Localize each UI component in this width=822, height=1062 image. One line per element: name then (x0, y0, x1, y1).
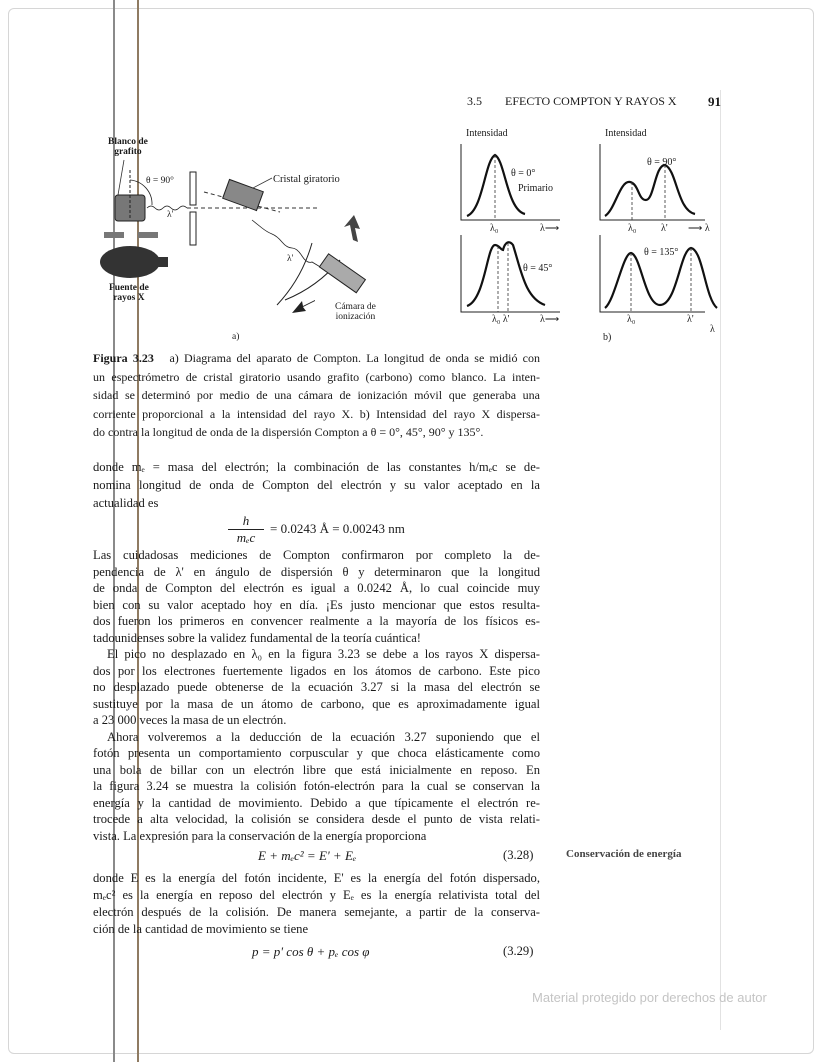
x-axis-label: λ (710, 324, 715, 335)
x-axis-label: λ⟶ (540, 314, 560, 325)
curve-0deg (467, 155, 525, 216)
paragraph: donde E es la energía del fotón incidente, E' es la energía del fotón dispersado, mₑc² es la energía en reposo del electrón y Eₑ es la energía relativista total del electrón después de la colisión. De manera semejante, a partir de la conserva- ción de la cantidad de movimiento se tiene (93, 871, 540, 936)
x-axis-label: ⟶ λ (688, 223, 710, 234)
figure-caption: Figura 3.23 a) Diagrama del aparato de Compton. La longitud de onda se midió con un espectrómetro de cristal giratorio usando grafito (carbono) como blanco. La inten- sidad se determinó por medio de una cámara de ionización móvil que generaba una corriente proporcional a la intensidad del rayo X. b) Intensidad del rayo X dispersa- do contra la longitud de onda de la dispersión Compton a θ = 0°, 45°, 90° y 135°. (93, 351, 541, 439)
plot-angle-label: θ = 45° (523, 263, 553, 274)
curve-45deg (467, 242, 545, 306)
caption-label: Figura 3.23 (93, 351, 154, 365)
y-axis-label: Intensidad (466, 128, 508, 139)
target-label: Blanco de grafito (108, 137, 148, 157)
paragraph: donde mₑ = masa del electrón; la combinación de las constantes h/mₑc se de- nomina longitud de onda de Compton del electrón y su valor aceptado en la actualidad es (93, 460, 540, 510)
arrow-down-icon (292, 300, 315, 313)
chamber-label: Cámara de ionización (335, 302, 376, 322)
margin-note: Conservación de energía (566, 848, 682, 860)
curve-90deg (605, 165, 695, 216)
plot-axes (600, 144, 705, 220)
tick-lambda0: λ₀ (490, 223, 499, 234)
header-section: 3.5 (467, 94, 482, 108)
rotating-crystal-icon (223, 179, 264, 210)
tick-lambda0: λ₀ (627, 314, 636, 325)
lambda-prime-label: λ' (287, 254, 294, 264)
page-number: 91 (708, 94, 721, 109)
scatter-angle-label: θ = 90° (146, 176, 174, 186)
plot-angle-label: θ = 90° (647, 157, 677, 168)
equation-number: (3.29) (503, 944, 534, 958)
intensity-plots (455, 140, 745, 330)
y-axis-label: Intensidad (605, 128, 647, 139)
paragraph: Las cuidadosas mediciones de Compton confirmaron por completo la de- pendencia de λ' en ángulo de dispersión θ y determinaron que la longitud de onda de Compton del electrón es igual a 0.0242 Å, lo cual coincide muy bien con su valor aceptado hoy en día. ¡Es justo mencionar que estos resulta- dos fueron los primeros en convencer realmente a la mayoría de los físicos es- tadounidenses sobre la validez fundamental de la teoría cuántica! El pico no desplazado en λ₀ en la figura 3.23 se debe a los rayos X dispersa- dos por los electrones fuertemente ligados en los átomos de carbono. Este pico no desplazado puede obtenerse de la ecuación 3.27 si la masa del electrón se sustituye por la masa de un átomo de carbono, que es aproximadamente igual a 23 000 veces la masa de un electrón. Ahora volveremos a la deducción de la ecuación 3.27 suponiendo que el fotón presenta un comportamiento corpuscular y que choca elásticamente como una bola de billar con un electrón libre que está inicialmente en reposo. En la figura 3.24 se muestra la colisión fotón-electrón para la cual se conservan la energía y la cantidad de movimiento. Debido a que típicamente el electrón re- trocede a alta velocidad, la colisión se considera desde el punto de vista relati- vista. La expresión para la conservación de la energía proporciona (93, 548, 540, 843)
x-axis-label: λ⟶ (540, 223, 560, 234)
arrow-up-icon (344, 215, 360, 242)
momentum-conservation-equation: p = p' cos θ + pₑ cos φ (252, 944, 370, 959)
tick-lambda0-lambda-prime: λ₀ λ' (492, 314, 510, 325)
tick-lambda-prime: λ' (661, 223, 668, 234)
crystal-label: Cristal giratorio (273, 174, 340, 185)
energy-conservation-equation: E + mₑc² = E' + Eₑ (258, 848, 357, 863)
source-label: Fuente de rayos X (109, 283, 149, 303)
lambda-prime-label: λ' (167, 210, 174, 220)
primary-label: Primario (518, 183, 553, 194)
plot-angle-label: θ = 0° (511, 168, 536, 179)
xray-tube-icon (100, 246, 160, 278)
tick-lambda-prime: λ' (687, 314, 694, 325)
copyright-watermark: Material protegido por derechos de autor (532, 990, 767, 1005)
equation-number: (3.28) (503, 848, 534, 862)
ionization-chamber-icon (319, 254, 365, 293)
panel-b-label: b) (603, 332, 612, 343)
panel-a-label: a) (232, 332, 240, 342)
plot-angle-label: θ = 135° (644, 247, 679, 258)
compton-wavelength-fraction: h mₑc (228, 513, 264, 545)
compton-wavelength-value: = 0.0243 Å = 0.00243 nm (270, 521, 405, 536)
tick-lambda0: λ₀ (628, 223, 637, 234)
header-title: EFECTO COMPTON Y RAYOS X (505, 94, 677, 108)
